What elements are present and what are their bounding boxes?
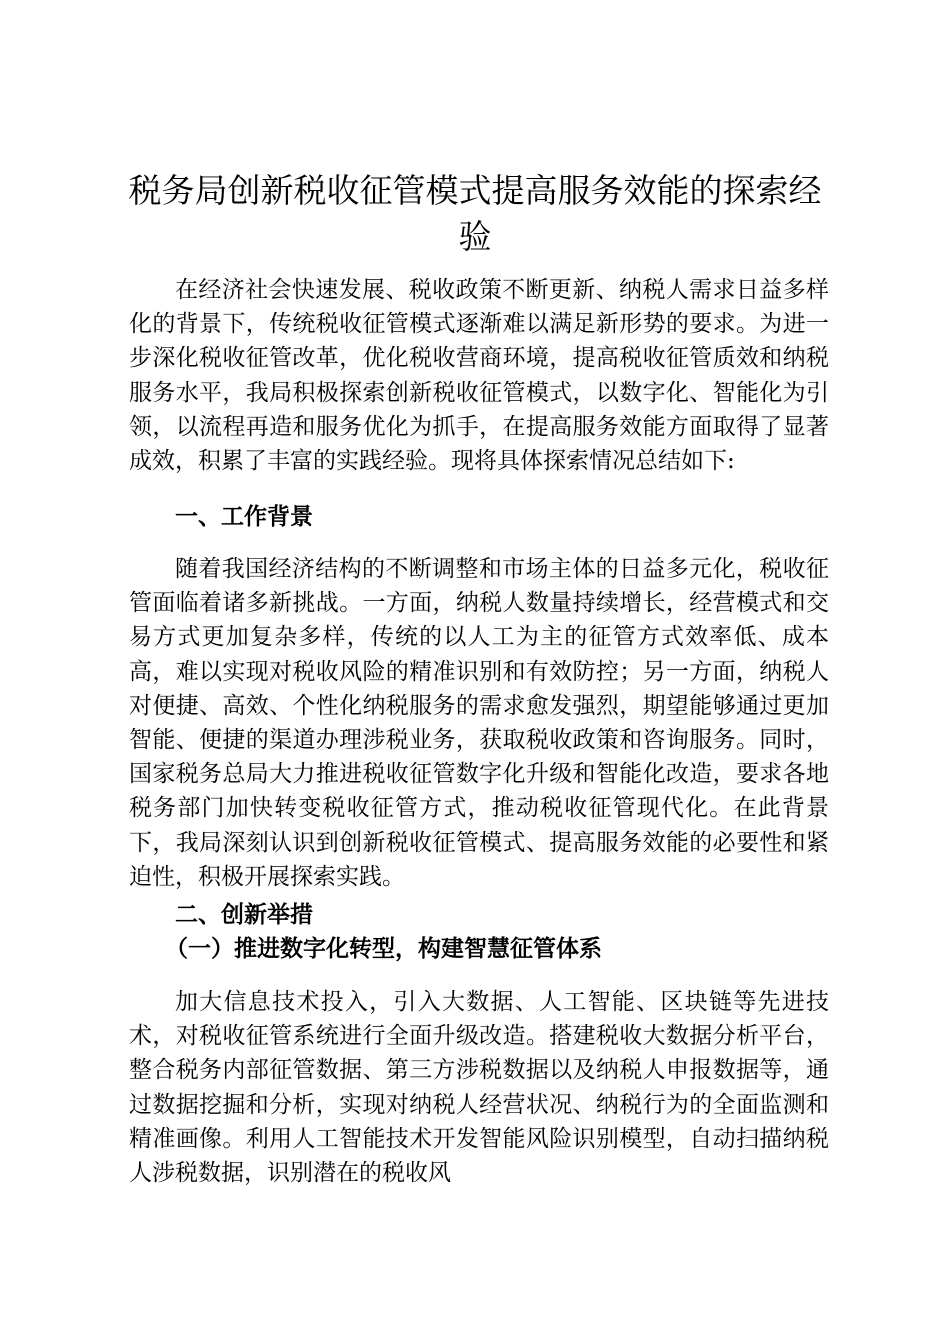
page-title: 税务局创新税收征管模式提高服务效能的探索经验 bbox=[128, 171, 822, 256]
background-paragraph: 随着我国经济结构的不断调整和市场主体的日益多元化，税收征管面临着诸多新挑战。一方面，纳税人数量持续增长，经营模式和交易方式更加复杂多样，传统的以人工为主的征管方式效率低、成本高，难以实现对税收风险的精准识别和有效防控；另一方面，纳税人对便捷、高效、个性化纳税服务的需求愈发强烈，期望能够通过更加智能、便捷的渠道办理涉税业务，获取税收政策和咨询服务。同时，国家税务总局大力推进税收征管数字化升级和智能化改造，要求各地税务部门加快转变税收征管方式，推动税收征管现代化。在此背景下，我局深刻认识到创新税收征管模式、提高服务效能的必要性和紧迫性，积极开展探索实践。 bbox=[129, 556, 829, 890]
intro-paragraph: 在经济社会快速发展、税收政策不断更新、纳税人需求日益多样化的背景下，传统税收征管模式逐渐难以满足新形势的要求。为进一步深化税收征管改革，优化税收营商环境，提高税收征管质效和纳税服务水平，我局积极探索创新税收征管模式，以数字化、智能化为引领，以流程再造和服务优化为抓手，在提高服务效能方面取得了显著成效，积累了丰富的实践经验。现将具体探索情况总结如下: bbox=[129, 277, 829, 475]
subsection-heading-digital: （一）推进数字化转型，构建智慧征管体系 bbox=[165, 936, 602, 962]
section-heading-measures: 二、创新举措 bbox=[175, 902, 313, 928]
section-heading-background: 一、工作背景 bbox=[175, 504, 313, 530]
digital-paragraph: 加大信息技术投入，引入大数据、人工智能、区块链等先进技术，对税收征管系统进行全面升级改造。搭建税收大数据分析平台，整合税务内部征管数据、第三方涉税数据以及纳税人申报数据等，通过数据挖掘和分析，实现对纳税人经营状况、纳税行为的全面监测和精准画像。利用人工智能技术开发智能风险识别模型，自动扫描纳税人涉税数据，识别潜在的税收风 bbox=[129, 989, 829, 1187]
